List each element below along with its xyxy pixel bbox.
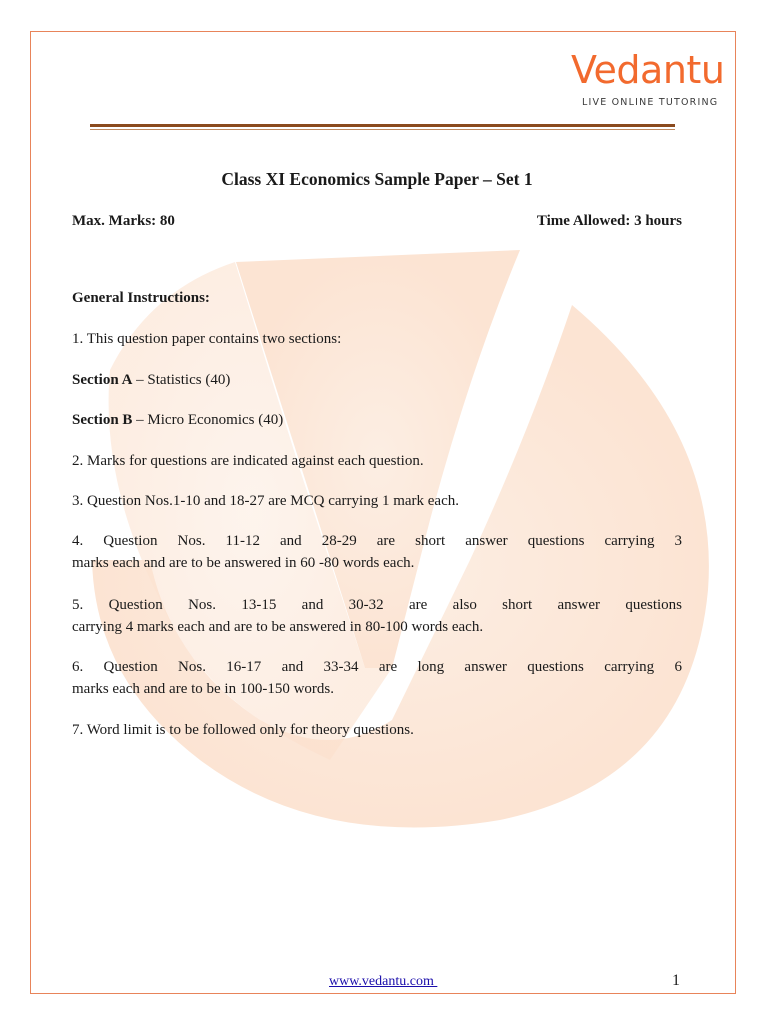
section-a-line: [72, 369, 682, 391]
instruction-4-line-2: marks each and are to be answered in 60 -80 words each.: [72, 555, 415, 571]
instruction-6-line-1: 6. Question Nos. 16-17 and 33-34 are long answer questions carrying 6: [72, 659, 682, 675]
instruction-6-line-2: marks each and are to be in 100-150 words.: [72, 681, 335, 697]
instruction-4-line-1: 4. Question Nos. 11-12 and 28-29 are short answer questions carrying 3: [72, 533, 682, 549]
instruction-2: 2. Marks for questions are indicated against each question.: [72, 453, 424, 469]
logo-tagline: LIVE ONLINE TUTORING: [582, 97, 719, 108]
header-rule-thin: [90, 129, 675, 130]
section-b-text: – Micro Economics (40): [132, 412, 284, 428]
header-rule: [90, 124, 675, 127]
instruction-1: 1. This question paper contains two sections:: [72, 331, 342, 347]
section-b-label: Section B: [72, 412, 133, 428]
section-b-line: [72, 409, 682, 431]
time-allowed: Time Allowed: 3 hours: [536, 213, 682, 229]
general-instructions-heading: General Instructions:: [72, 290, 210, 306]
vedantu-logo: [571, 48, 725, 108]
marks-time-row: [72, 213, 682, 230]
page-title: Class XI Economics Sample Paper – Set 1: [221, 169, 533, 189]
instruction-3: 3. Question Nos.1-10 and 18-27 are MCQ carrying 1 mark each.: [72, 493, 459, 509]
instruction-5-line-2: carrying 4 marks each and are to be answered in 80-100 words each.: [72, 619, 484, 635]
max-marks: Max. Marks: 80: [72, 213, 175, 229]
section-a-label: Section A: [72, 372, 133, 388]
instruction-5-line-1: 5. Question Nos. 13-15 and 30-32 are also short answer questions: [72, 597, 682, 613]
section-a-text: – Statistics (40): [132, 372, 231, 388]
footer-website-link[interactable]: www.vedantu.com: [329, 974, 438, 989]
logo-wordmark: Vedantu: [571, 48, 725, 92]
instruction-7: 7. Word limit is to be followed only for theory questions.: [72, 722, 414, 738]
page-number: 1: [672, 972, 680, 989]
